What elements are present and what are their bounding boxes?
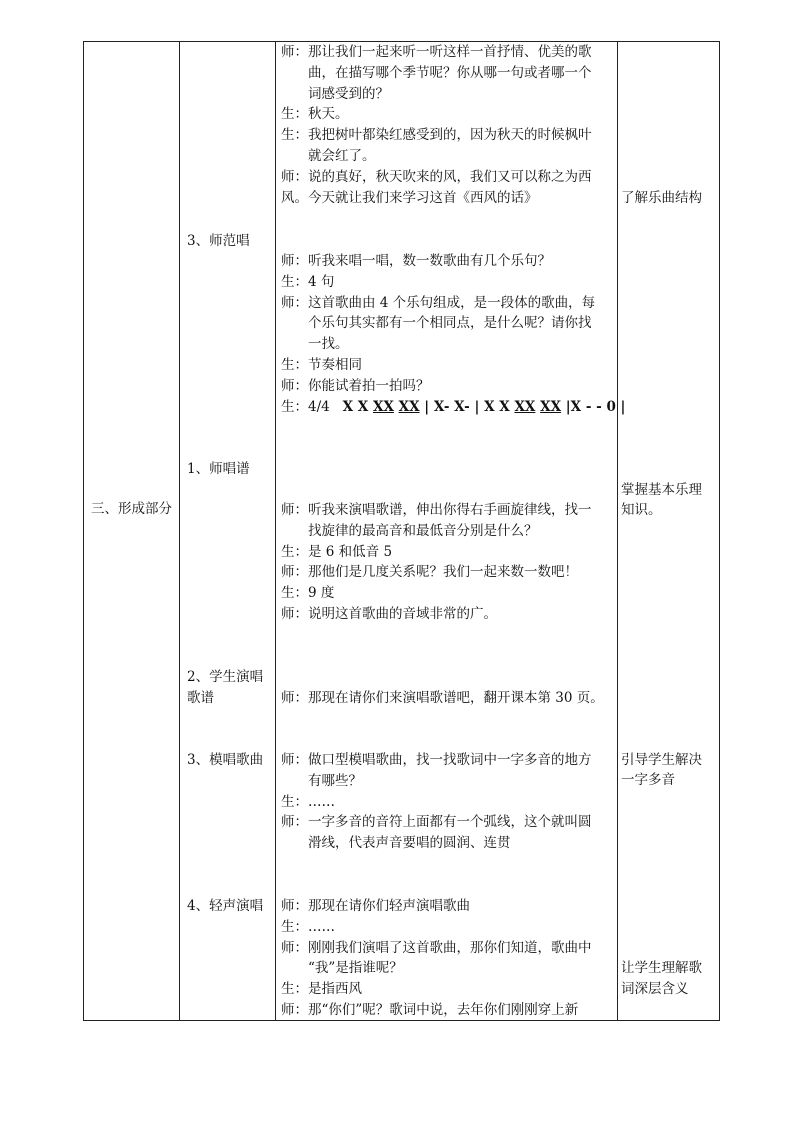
dialogue-line — [281, 146, 376, 167]
dialogue-line — [281, 84, 389, 105]
rhythm-meter: 4/4 — [308, 398, 330, 415]
step-label-cont: 歌谱 — [187, 690, 214, 706]
dialogue-line — [281, 542, 392, 563]
rhythm-part: |X - - 0 | — [561, 398, 626, 415]
rhythm-part: X X — [342, 398, 373, 415]
dialogue-line — [281, 63, 592, 84]
utterance: 那让我们一起来听一听这样一首抒情、优美的歌 — [308, 44, 592, 60]
speaker: 师： — [281, 1002, 308, 1018]
speaker: 师： — [281, 814, 308, 831]
rhythm-part: | X- X- | X X — [419, 398, 515, 415]
dialogue-line — [281, 833, 511, 854]
step-label: 2、学生演唱 — [187, 669, 264, 685]
utterance: 找旋律的最高音和最低音分别是什么？ — [308, 522, 538, 539]
dialogue-line — [281, 979, 362, 1000]
utterance: 9 度 — [308, 585, 335, 602]
step-label: 4、轻声演唱 — [187, 898, 264, 914]
dialogue-line — [281, 562, 578, 583]
section-label: 三、形成部分 — [91, 501, 172, 517]
speaker: 生： — [281, 127, 308, 144]
utterance: 是 6 和低音 5 — [308, 543, 393, 560]
utterance: 就会红了。 — [308, 148, 376, 164]
step-label: 1、师唱谱 — [187, 461, 250, 477]
purpose-text: 一字多音 — [621, 772, 675, 788]
purpose-text: 词深层含义 — [621, 981, 689, 997]
purpose-text: 了解乐曲结构 — [621, 190, 702, 206]
utterance: 说明这首歌曲的音域非常的广。 — [308, 606, 497, 622]
dialogue-line — [281, 792, 335, 813]
dialogue-line — [281, 272, 334, 293]
speaker: 师： — [281, 377, 308, 394]
dialogue-line — [281, 355, 362, 376]
utterance: 风。今天就让我们来学习这首《西风的话》 — [281, 189, 538, 206]
utterance: …… — [308, 793, 335, 810]
speaker: 师： — [281, 168, 308, 185]
utterance: 这首歌曲由 4 个乐句组成，是一段体的歌曲，每 — [308, 294, 596, 311]
utterance: 那现在请你们来演唱歌谱吧，翻开课本第 30 页。 — [308, 690, 604, 706]
utterance: …… — [308, 918, 335, 935]
rhythm-underlined: XX — [540, 398, 562, 415]
speaker: 师： — [281, 752, 308, 768]
speaker: 师： — [281, 502, 308, 518]
utterance: 有哪些？ — [308, 772, 362, 789]
speaker: 师： — [281, 294, 308, 311]
rhythm-underlined: XX — [514, 398, 536, 415]
utterance: 一字多音的音符上面都有一个弧线，这个就叫圆 — [308, 814, 592, 831]
dialogue-line — [281, 313, 592, 334]
utterance: 听我来演唱歌谱，伸出你得右手画旋律线，找一 — [308, 502, 592, 518]
speaker: 生： — [281, 106, 308, 123]
dialogue-line — [281, 376, 430, 397]
speaker: 生： — [281, 793, 308, 810]
dialogue-line — [281, 1000, 578, 1021]
dialogue-line — [281, 104, 349, 125]
speaker: 生： — [281, 585, 308, 602]
utterance: 那“你们”呢？歌词中说，去年你们刚刚穿上新 — [308, 1002, 579, 1018]
utterance: 是指西风 — [308, 981, 362, 998]
rhythm-notation — [343, 399, 626, 415]
speaker: 师： — [281, 606, 308, 622]
dialogue-line — [281, 771, 362, 792]
dialogue-line — [281, 293, 595, 314]
speaker: 师： — [281, 939, 308, 956]
column-divider — [275, 42, 276, 1020]
speaker: 生： — [281, 273, 308, 290]
utterance: 我把树叶都染红感受到的，因为秋天的时候枫叶 — [308, 127, 592, 144]
utterance: 那他们是几度关系呢？我们一起来数一数吧！ — [308, 564, 578, 581]
speaker: 生： — [281, 398, 308, 415]
speaker: 生： — [281, 981, 308, 998]
dialogue-line — [281, 604, 497, 625]
speaker: 师： — [281, 564, 308, 581]
utterance: 你能试着拍一拍吗？ — [308, 377, 430, 394]
utterance: 那现在请你们轻声演唱歌曲 — [308, 898, 470, 914]
purpose-text: 知识。 — [621, 502, 662, 518]
dialogue-line — [281, 188, 538, 209]
rhythm-underlined: XX — [398, 398, 420, 415]
dialogue-line — [281, 521, 538, 542]
speaker: 师： — [281, 690, 308, 706]
dialogue-line — [281, 750, 592, 771]
dialogue-line — [281, 583, 334, 604]
dialogue-line — [281, 938, 592, 959]
dialogue-line — [281, 251, 551, 272]
rhythm-underlined: XX — [372, 398, 394, 415]
speaker: 师： — [281, 44, 308, 60]
dialogue-line — [281, 334, 349, 355]
dialogue-line — [281, 812, 592, 833]
utterance: 说的真好，秋天吹来的风，我们又可以称之为西 — [308, 168, 592, 185]
utterance: 4 句 — [308, 273, 335, 290]
purpose-text: 引导学生解决 — [621, 752, 702, 768]
rhythm-line — [281, 397, 625, 418]
utterance: 做口型模唱歌曲，找一找歌词中一字多音的地方 — [308, 752, 592, 768]
dialogue-line — [281, 896, 470, 917]
speaker: 师： — [281, 253, 308, 269]
utterance: 秋天。 — [308, 106, 349, 123]
dialogue-line — [281, 167, 592, 188]
step-label: 3、模唱歌曲 — [187, 752, 264, 768]
column-divider — [179, 42, 180, 1020]
dialogue-line — [281, 917, 335, 938]
dialogue-line — [281, 42, 592, 63]
dialogue-line — [281, 500, 592, 521]
purpose-text: 让学生理解歌 — [621, 960, 702, 976]
speaker: 生： — [281, 357, 308, 373]
dialogue-line — [281, 688, 604, 709]
speaker: 生： — [281, 918, 308, 935]
utterance: 词感受到的？ — [308, 85, 389, 102]
utterance: 节奏相同 — [308, 357, 362, 373]
utterance: 滑线，代表声音要唱的圆润、连贯 — [308, 835, 511, 852]
utterance: 个乐句其实都有一个相同点，是什么呢？请你找 — [308, 315, 592, 332]
speaker: 师： — [281, 898, 308, 914]
utterance: 听我来唱一唱，数一数歌曲有几个乐句？ — [308, 253, 551, 269]
step-label: 3、师范唱 — [187, 233, 250, 249]
speaker: 生： — [281, 543, 308, 560]
utterance: 刚刚我们演唱了这首歌曲，那你们知道，歌曲中 — [308, 939, 592, 956]
utterance: “我”是指谁呢？ — [308, 960, 403, 977]
utterance: 一找。 — [308, 336, 349, 353]
dialogue-line — [281, 958, 403, 979]
purpose-text: 掌握基本乐理 — [621, 482, 702, 498]
dialogue-line — [281, 125, 592, 146]
utterance: 曲，在描写哪个季节呢？你从哪一句或者哪一个 — [308, 64, 592, 81]
column-divider — [617, 42, 618, 1020]
